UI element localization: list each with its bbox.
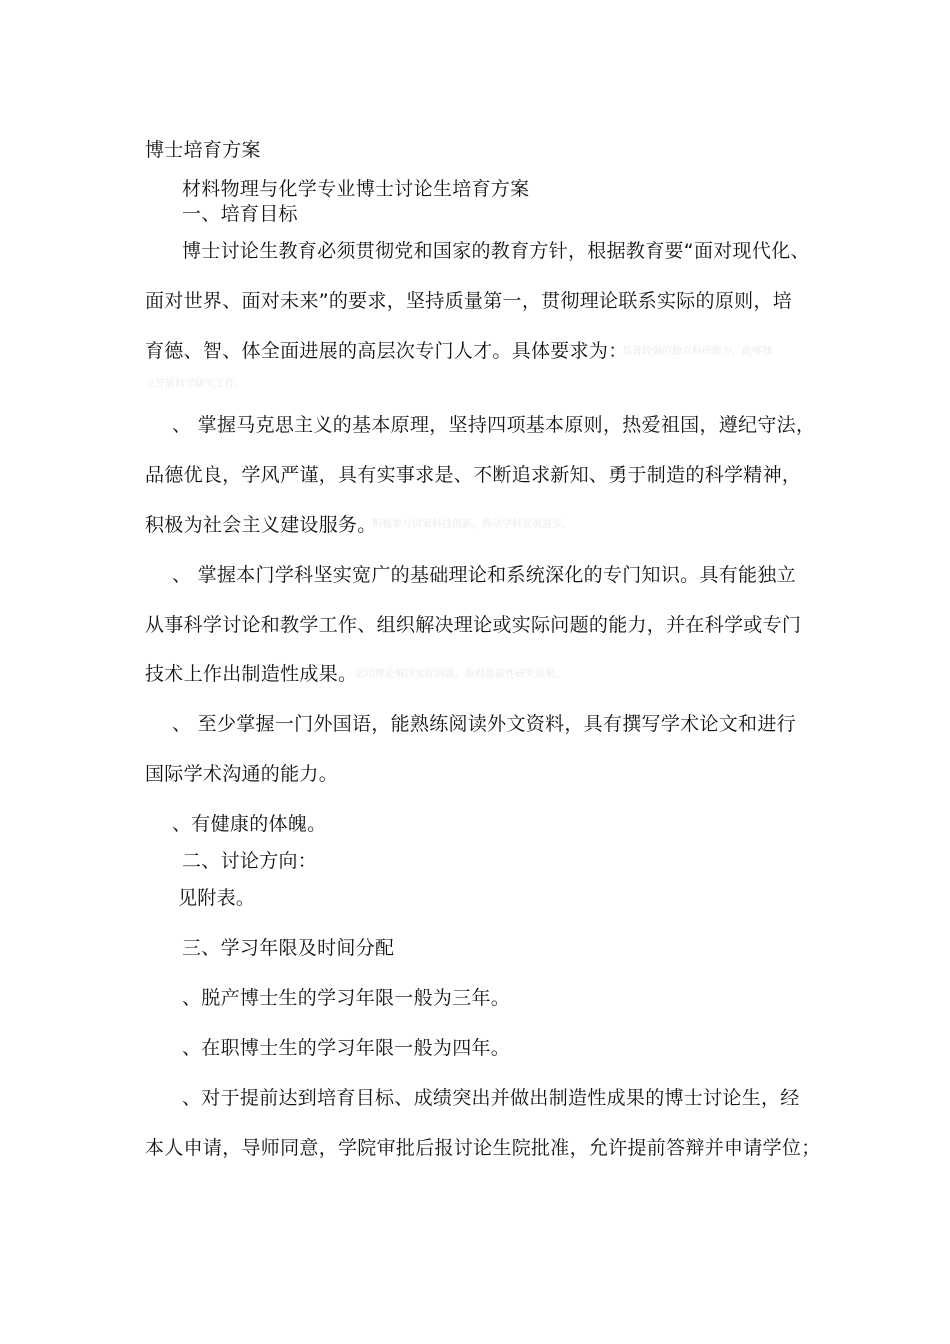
section-3-item-1: 、脱产博士生的学习年限一般为三年。 [182,987,511,1009]
paragraph-2-line-1: 、 掌握马克思主义的基本原理，坚持四项基本原则，热爱祖国，遵纪守法， [172,414,816,436]
paragraph-2-line-3: 积极为社会主义建设服务。 [145,514,377,536]
section-heading-1: 一、培育目标 [182,203,298,225]
section-3-item-3-line-2: 本人申请，导师同意，学院审批后报讨论生院批准，允许提前答辩并申请学位； [145,1137,821,1159]
paragraph-4-line-2: 国际学术沟通的能力。 [145,763,339,785]
document-header: 博士培育方案 [145,139,261,161]
section-heading-3: 三、学习年限及时间分配 [182,937,395,959]
faint-overlay-text: 运用理论解决实际问题，取得创新性研究成果。 [355,669,565,680]
paragraph-5: 、有健康的体魄。 [172,813,327,835]
paragraph-3-line-3: 技术上作出制造性成果。 [145,663,358,685]
section-2-text: 见附表。 [178,887,256,909]
section-3-item-2: 、在职博士生的学习年限一般为四年。 [182,1037,511,1059]
paragraph-1-line-2: 面对世界、面对未来”的要求，坚持质量第一，贯彻理论联系实际的原则，培 [145,290,793,312]
paragraph-1-line-3: 育德、智、体全面进展的高层次专门人才。具体要求为： [145,340,628,362]
section-3-item-3-line-1: 、对于提前达到培育目标、成绩突出并做出制造性成果的博士讨论生，经 [182,1087,800,1109]
paragraph-3-line-1: 、 掌握本门学科坚实宽广的基础理论和系统深化的专门知识。具有能独立 [172,564,796,586]
paragraph-4-line-1: 、 至少掌握一门外国语，能熟练阅读外文资料，具有撰写学术论文和进行 [172,713,796,735]
section-heading-2: 二、讨论方向： [182,850,318,872]
faint-overlay-text: 立开展科学研究工作。 [145,379,245,390]
faint-overlay-text: 具备较强的独立科研能力，能够独 [622,346,772,357]
paragraph-2-line-2: 品德优良，学风严谨，具有实事求是、不断追求新知、勇于制造的科学精神， [145,464,802,486]
paragraph-1-line-1: 博士讨论生教育必须贯彻党和国家的教育方针，根据教育要“面对现代化、 [182,240,810,262]
document-subtitle: 材料物理与化学专业博士讨论生培育方案 [182,178,530,200]
faint-overlay-text: 积极参与国家科技创新，推动学科发展进步。 [372,519,572,530]
paragraph-3-line-2: 从事科学讨论和教学工作、组织解决理论或实际问题的能力，并在科学或专门 [145,614,802,636]
